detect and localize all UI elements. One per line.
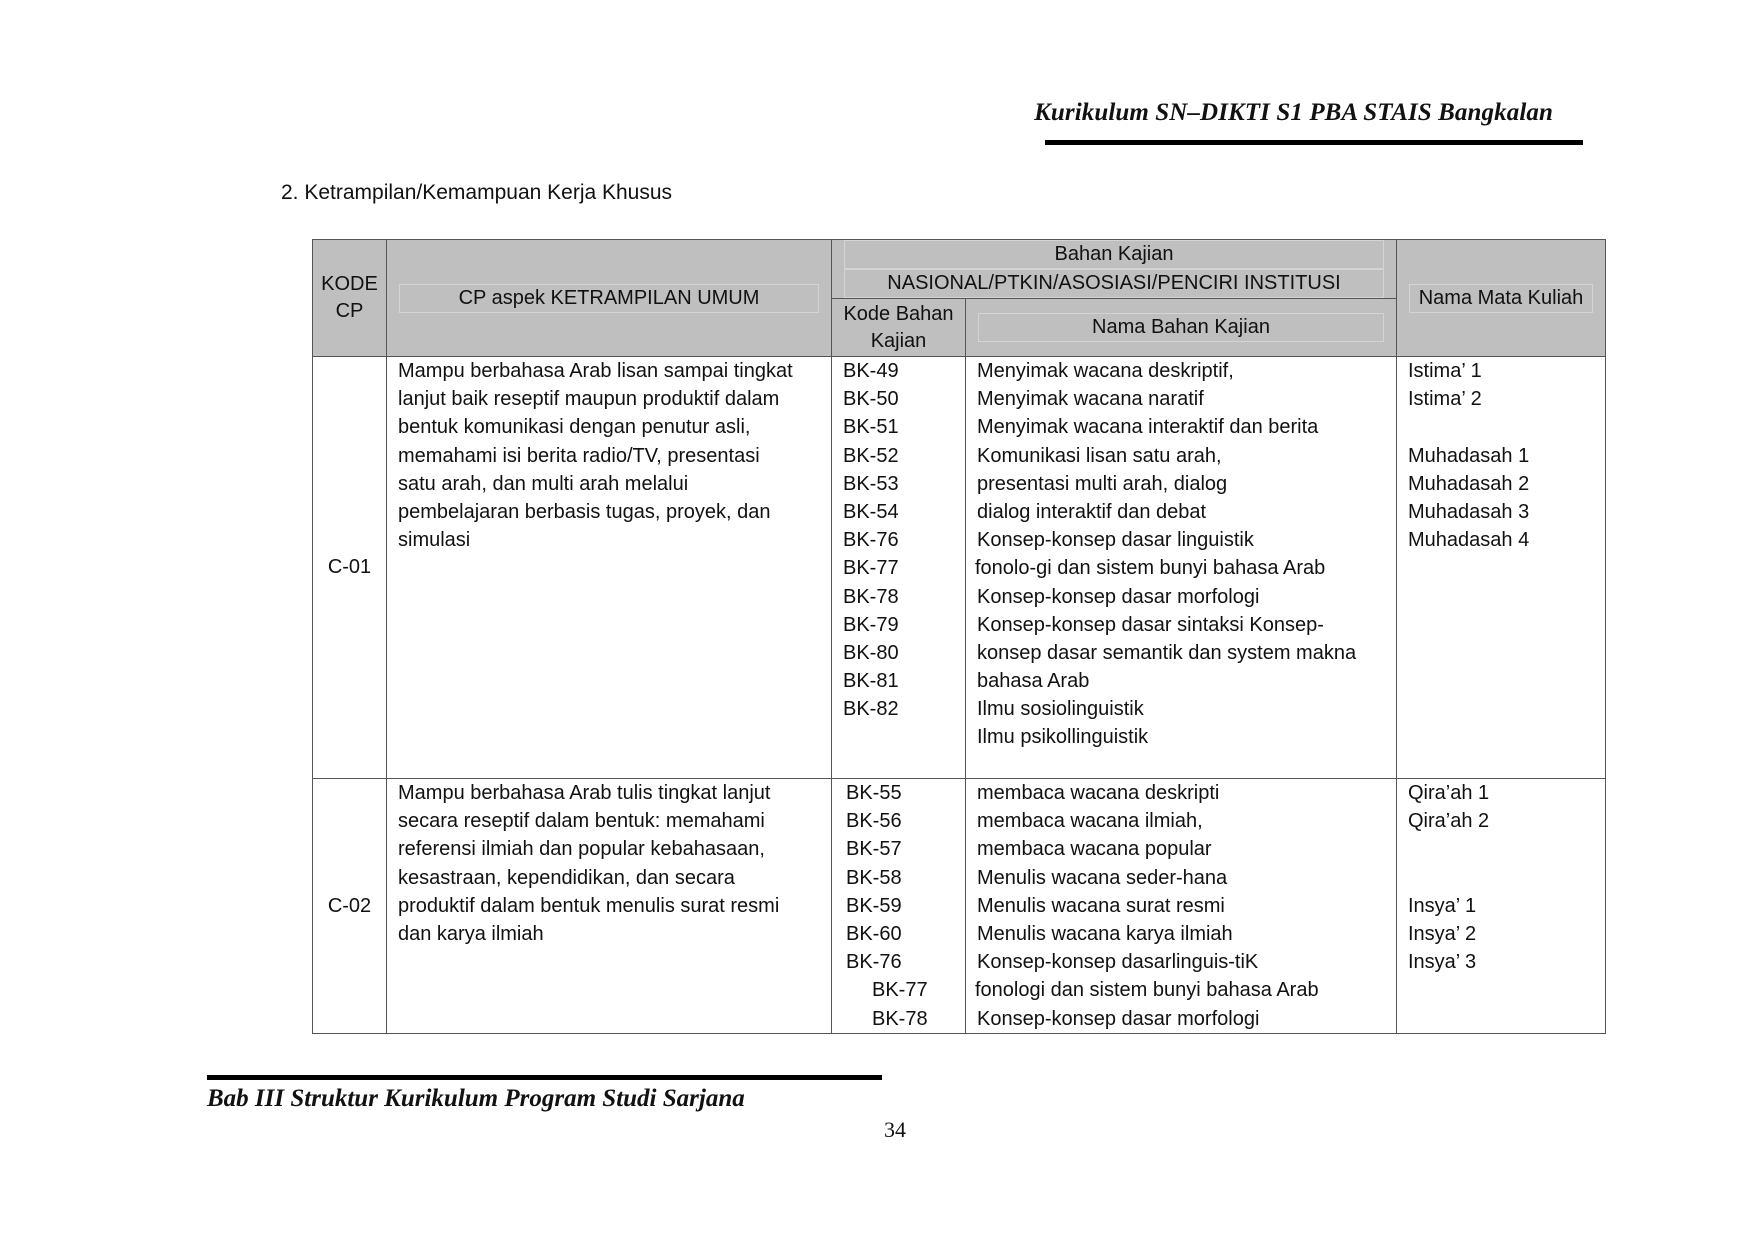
bk-code: BK-53 [843, 472, 899, 495]
cp-line: secara reseptif dalam bentuk: memahami [398, 810, 765, 833]
bk-name: Ilmu sosiolinguistik [977, 698, 1144, 721]
bk-name: membaca wacana deskripti [977, 782, 1220, 804]
bk-name: Konsep-konsep dasar sintaksi Konsep- [977, 613, 1324, 636]
mata-kuliah-item [1397, 413, 1605, 441]
header-nama-mata-kuliah-label: Nama Mata Kuliah [1409, 284, 1593, 313]
kode-bahan-kajian-cell [832, 779, 966, 1034]
kode-bahan-kajian-cell [832, 357, 966, 779]
mata-kuliah-item: Muhadasah 1 [1408, 444, 1530, 467]
header-cp-aspek [387, 240, 832, 357]
mata-kuliah-item: Insya’ 2 [1408, 922, 1477, 945]
bk-code: BK-54 [843, 500, 899, 523]
mata-kuliah-item: Qira’ah 1 [1408, 782, 1490, 804]
mata-kuliah-item: Muhadasah 3 [1408, 500, 1530, 523]
bk-code: BK-50 [843, 388, 899, 411]
bk-name: Menyimak wacana deskriptif, [977, 360, 1234, 382]
mata-kuliah-item: Insya’ 1 [1408, 894, 1477, 917]
bk-code: BK-60 [846, 922, 902, 945]
header-bahan-kajian-sublabel: NASIONAL/PTKIN/ASOSIASI/PENCIRI INSTITUSI [844, 269, 1384, 298]
bk-name: fonolo-gi dan sistem bunyi bahasa Arab [975, 557, 1326, 580]
bk-code: BK-77 [872, 979, 928, 1002]
header-kode-bahan-kajian-line: Kode Bahan [843, 302, 954, 325]
cp-line: Mampu berbahasa Arab tulis tingkat lanjut [398, 782, 771, 804]
header-nama-bahan-kajian [966, 299, 1397, 357]
table-row [313, 357, 1606, 779]
bk-name: Menulis wacana surat resmi [977, 894, 1225, 917]
bk-name: presentasi multi arah, dialog [977, 472, 1228, 495]
cp-line: pembelajaran berbasis tugas, proyek, dan [398, 500, 771, 523]
bk-name: membaca wacana ilmiah, [977, 810, 1203, 833]
mata-kuliah-item: Istima’ 2 [1408, 388, 1482, 411]
bk-name: membaca wacana popular [977, 838, 1212, 861]
header-kode-cp-line: CP [335, 300, 364, 322]
page-number: 34 [884, 1117, 906, 1142]
bk-name: Menulis wacana karya ilmiah [977, 922, 1233, 945]
header-rule [1045, 140, 1583, 145]
mata-kuliah-item: Qira’ah 2 [1408, 810, 1490, 833]
cp-line: bentuk komunikasi dengan penutur asli, [398, 416, 751, 439]
table-header-row [313, 240, 1606, 299]
bk-code: BK-76 [843, 529, 899, 552]
bk-code: BK-76 [846, 951, 902, 974]
header-nama-bahan-kajian-label: Nama Bahan Kajian [978, 313, 1384, 342]
bk-name: Menyimak wacana interaktif dan berita [977, 416, 1319, 439]
bk-name: Konsep-konsep dasar linguistik [977, 529, 1254, 552]
bk-code: BK-78 [843, 585, 899, 608]
mata-kuliah-item: Muhadasah 2 [1408, 472, 1530, 495]
bk-name: Konsep-konsep dasarlinguis-tiK [977, 951, 1259, 974]
bk-code: BK-77 [843, 557, 899, 580]
bk-code: BK-59 [846, 894, 902, 917]
bk-name: Konsep-konsep dasar morfologi [977, 1007, 1260, 1030]
bk-code: BK-51 [843, 416, 899, 439]
running-footer-title: Bab III Struktur Kurikulum Program Studi Sarjana [207, 1085, 745, 1112]
nama-bahan-kajian-cell [966, 779, 1397, 1034]
bk-name: Menulis wacana seder-hana [977, 866, 1228, 889]
header-kode-cp [313, 240, 387, 357]
cp-line: simulasi [398, 529, 471, 552]
mata-kuliah-item [1397, 835, 1605, 863]
cp-table [312, 239, 1606, 1034]
bk-code: BK-81 [843, 670, 899, 693]
bk-name: bahasa Arab [977, 670, 1090, 693]
bk-code: BK-55 [846, 782, 902, 804]
cp-description-cell [387, 357, 832, 779]
header-bahan-kajian-label: Bahan Kajian [844, 240, 1384, 269]
cp-line: referensi ilmiah dan popular kebahasaan, [398, 838, 765, 861]
table-row [313, 779, 1606, 1034]
header-kode-cp-line: KODE [321, 273, 378, 295]
mata-kuliah-cell [1397, 357, 1606, 779]
header-nama-mata-kuliah [1397, 240, 1606, 357]
cp-line: Mampu berbahasa Arab lisan sampai tingkat [398, 360, 793, 382]
cp-line: kesastraan, kependidikan, dan secara [398, 866, 735, 889]
cp-line: lanjut baik reseptif maupun produktif dalam [398, 388, 780, 411]
bk-name: Ilmu psikollinguistik [977, 726, 1149, 749]
kode-cp-cell: C-01 [313, 357, 387, 779]
nama-bahan-kajian-cell [966, 357, 1397, 779]
bk-code: BK-49 [843, 360, 899, 382]
bk-code: BK-82 [843, 698, 899, 721]
bk-name: Komunikasi lisan satu arah, [977, 444, 1222, 467]
header-bahan-kajian [832, 240, 1397, 299]
mata-kuliah-item: Insya’ 3 [1408, 951, 1477, 974]
section-heading: 2. Ketrampilan/Kemampuan Kerja Khusus [281, 181, 673, 204]
mata-kuliah-item [1397, 864, 1605, 892]
header-kode-bahan-kajian [832, 299, 966, 357]
cp-line: satu arah, dan multi arah melalui [398, 472, 689, 495]
cp-line: dan karya ilmiah [398, 922, 544, 945]
header-kode-bahan-kajian-line: Kajian [870, 329, 927, 352]
bk-code: BK-79 [843, 613, 899, 636]
bk-code: BK-80 [843, 641, 899, 664]
cp-line: memahami isi berita radio/TV, presentasi [398, 444, 760, 467]
bk-code: BK-58 [846, 866, 902, 889]
bk-name: dialog interaktif dan debat [977, 500, 1207, 523]
mata-kuliah-item: Muhadasah 4 [1408, 529, 1530, 552]
header-cp-aspek-label: CP aspek KETRAMPILAN UMUM [399, 284, 819, 313]
cp-line: produktif dalam bentuk menulis surat resmi [398, 894, 780, 917]
bk-code: BK-56 [846, 810, 902, 833]
bk-name: fonologi dan sistem bunyi bahasa Arab [975, 979, 1319, 1002]
bk-code: BK-52 [843, 444, 899, 467]
mata-kuliah-cell [1397, 779, 1606, 1034]
bk-name: konsep dasar semantik dan system makna [977, 641, 1357, 664]
footer-rule [207, 1075, 882, 1080]
bk-code: BK-78 [872, 1007, 928, 1030]
bk-code: BK-57 [846, 838, 902, 861]
running-header-title: Kurikulum SN–DIKTI S1 PBA STAIS Bangkalan [1034, 99, 1553, 126]
cp-description-cell [387, 779, 832, 1034]
mata-kuliah-item: Istima’ 1 [1408, 360, 1482, 382]
bk-name: Konsep-konsep dasar morfologi [977, 585, 1260, 608]
kode-cp-cell: C-02 [313, 779, 387, 1034]
bk-name: Menyimak wacana naratif [977, 388, 1204, 411]
